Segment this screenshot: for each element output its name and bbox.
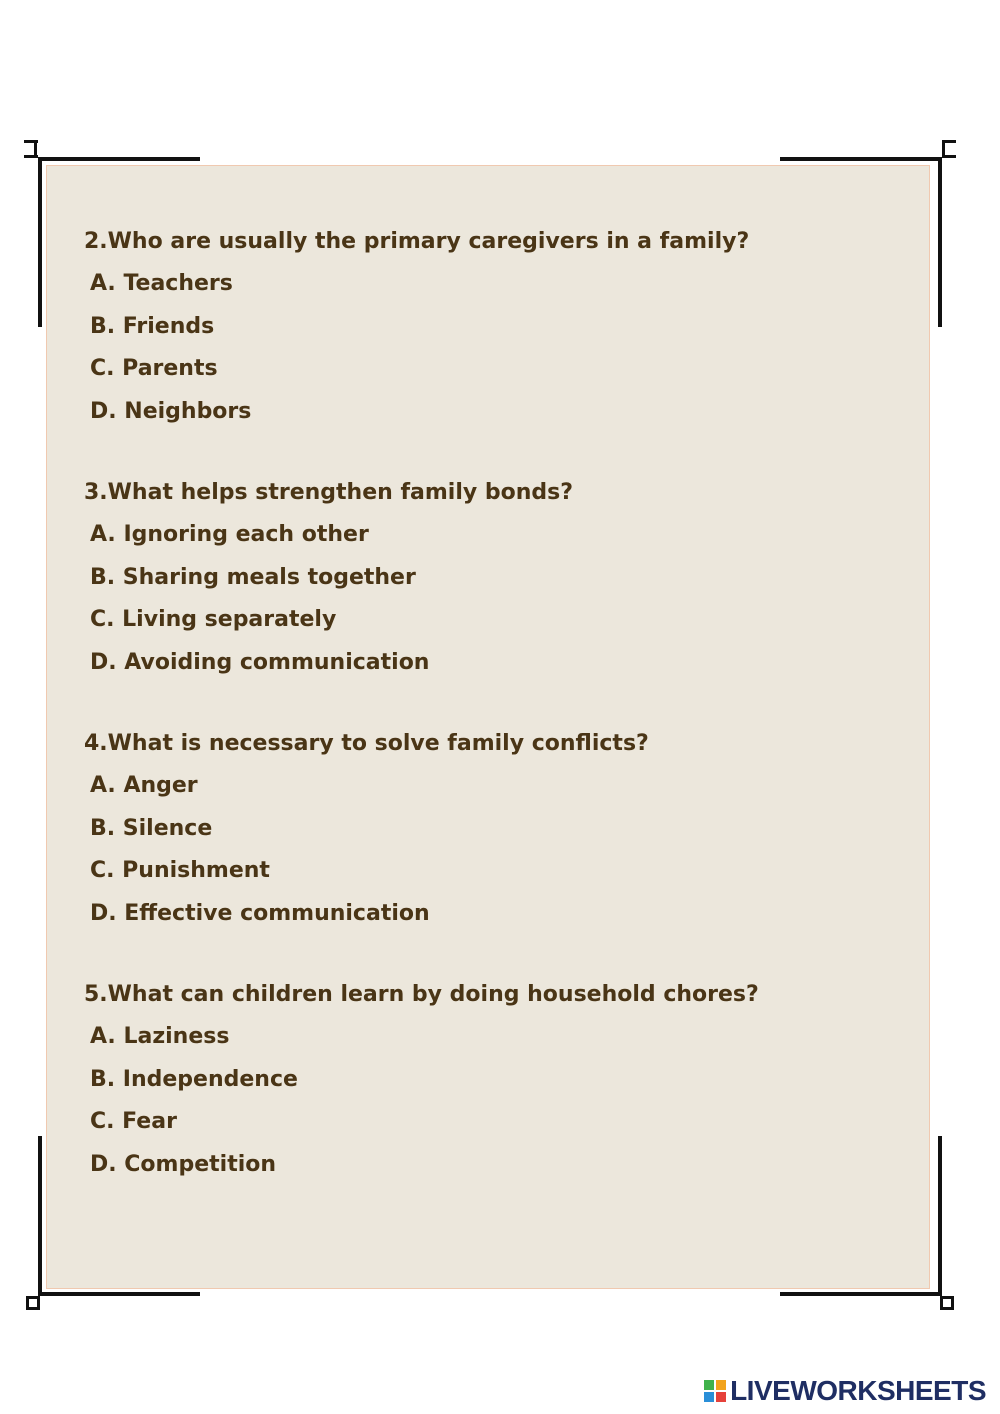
option-d: D. Competition (90, 1151, 277, 1177)
logo-text: LIVEWORKSHEETS (730, 1375, 986, 1406)
liveworksheets-logo[interactable] (704, 1374, 986, 1408)
option-a: A. Anger (90, 773, 198, 798)
option-d: D. Neighbors (90, 398, 252, 424)
option-b: B. Silence (90, 815, 213, 841)
question-2 (84, 225, 904, 437)
option-a: A. Teachers (90, 271, 233, 296)
question-3 (84, 476, 904, 688)
option-c: C. Living separately (90, 607, 337, 632)
option-d: D. Avoiding communication (90, 649, 430, 675)
logo-icon (704, 1380, 726, 1402)
option-c: C. Fear (90, 1109, 177, 1134)
option-d: D. Effective communication (90, 900, 430, 926)
option-a: A. Ignoring each other (90, 522, 369, 547)
question-4 (84, 727, 904, 939)
quiz-content (84, 225, 904, 1229)
question-title: 3.What helps strengthen family bonds? (84, 480, 574, 505)
option-b: B. Friends (90, 313, 215, 339)
question-title: 2.Who are usually the primary caregivers in a family? (84, 229, 750, 254)
option-b: B. Sharing meals together (90, 564, 416, 590)
question-title: 4.What is necessary to solve family conflicts? (84, 731, 649, 756)
question-title: 5.What can children learn by doing household chores? (84, 982, 759, 1007)
option-a: A. Laziness (90, 1024, 230, 1049)
option-b: B. Independence (90, 1066, 298, 1092)
question-5 (84, 978, 904, 1190)
option-c: C. Punishment (90, 858, 270, 883)
option-c: C. Parents (90, 356, 218, 381)
